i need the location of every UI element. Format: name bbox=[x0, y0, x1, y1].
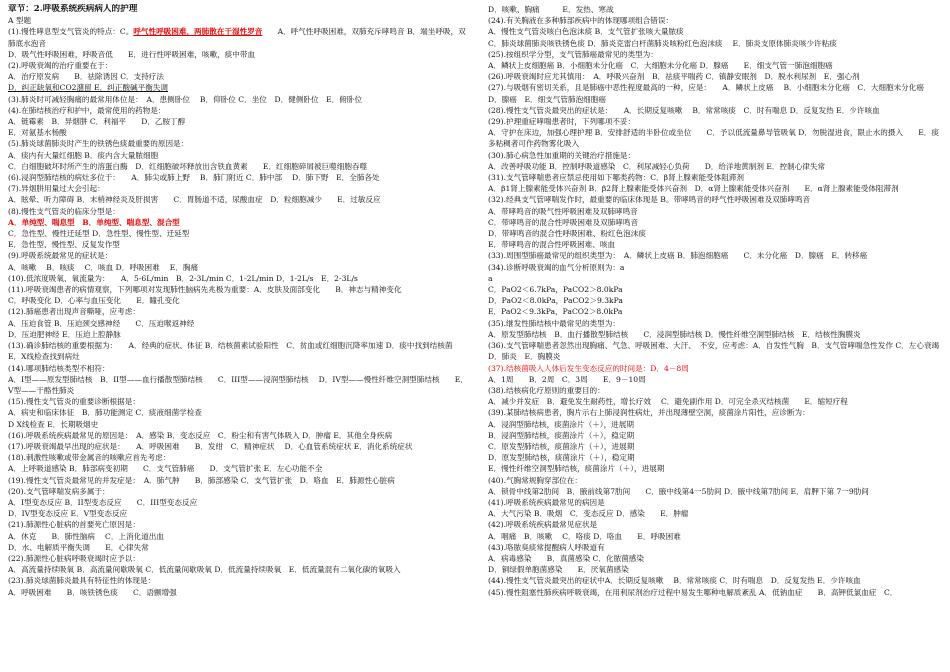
question-line: A．咳嗽 B．咳痰 C．咳血 D．呼吸困难 E．胸痛 bbox=[8, 262, 199, 272]
question-line: A．带哮鸣音的吸气性呼吸困难及双肺哮鸣音 bbox=[488, 206, 638, 216]
chapter-heading: 章节：2.呼吸系统疾病病人的护理 bbox=[8, 4, 138, 14]
question-line: (8).慢性支气管炎的临床分型是： bbox=[8, 206, 120, 216]
question-line: A．1周 B．2周 C．3周 E．9－10周 bbox=[488, 374, 646, 384]
question-line: E．对氨基水杨酸 bbox=[8, 128, 67, 138]
question-line: (15).慢性支气管炎的重要诊断根据是： bbox=[8, 397, 140, 407]
question-line: a bbox=[488, 273, 493, 283]
question-line: B．浸润型肺结核，痰菌涂片（＋），稳定期 bbox=[488, 430, 635, 440]
question-line: (13).确诊肺结核的重要根据为： A．经典的症状、体征 B．结核菌素试验阳性 C．贫血或红细胞沉降率加速 D．痰中找到结核菌 E．X线检查找到病灶 bbox=[8, 341, 468, 362]
question-line: C．白细胞破坏时所产生的溶蛋白酶 D．红细胞破坏释放出含铁血黄素 E．红细胞碎屑被巨噬细胞吞噬 bbox=[8, 161, 368, 171]
question-line: A．病史和临床体征 B．肺功能测定 C．痰液细菌学检查 bbox=[8, 408, 202, 418]
question-line: (7).异烟肼用量过大会引起： bbox=[8, 184, 105, 194]
question-line: (44).慢性支气管炎最突出的症状中A．长期反复咳嗽 B．常常咳痰 C．时有喘息 D．反复发热 E．少许咳血 bbox=[488, 576, 861, 586]
question-line: C．PaO2＜6.7kPa，PaCO2＞8.0kPa bbox=[488, 285, 623, 295]
question-line: (19).慢性支气管炎最常见的并发症是： A．肺气肿 B．肺部感染 C．支气管扩张 D．咯血 E．肺源性心脏病 bbox=[8, 475, 395, 485]
question-line: (45).慢性阻塞性肺疾病呼吸衰竭，在用利尿剂治疗过程中易发生哪种电解质紊乱 A．低钠血症 B．高钾低氯血症 C． bbox=[488, 587, 898, 597]
question-line: (40).气胸常规胸穿部位在： bbox=[488, 475, 582, 485]
question-line: (10).低浓度吸氧、氧流量为： A．5-6L/min B．2-3L/min C．1-2L/min D．1-2L/s E．2-3L/s bbox=[8, 273, 358, 283]
question-line: (32).经典支气管哮喘发作时，最重要的临床体现是 B。带哮鸣音的呼气性呼吸困难及双肺哮鸣音 bbox=[488, 195, 811, 205]
question-line: (3).肺炎时可减轻胸痛的最常用体位是： A．患侧卧位 B．仰卧位 C．坐位 D．健侧卧位 E．俯卧位 bbox=[8, 94, 363, 104]
question-line: A．单纯型、喘息型 B．单纯型、喘息型、混合型 bbox=[8, 217, 180, 227]
question-line: (11).呼吸衰竭患者的病情观察，下列哪项对发现肺性脑病先兆极为重要：A．皮肤及面部变化 B．神志与精神变化 bbox=[8, 285, 402, 295]
question-line: A．治疗原发病 B．祛除诱因 C．支持疗法 bbox=[8, 72, 164, 82]
question-line: (9).呼吸系统最常见的症状是： bbox=[8, 251, 113, 261]
question-line: C．呼吸变化 D．心率与血压变化 E．瞳孔变化 bbox=[8, 296, 180, 306]
question-line: (21).肺源性心脏病的首要死亡原因是： bbox=[8, 520, 140, 530]
question-line: A．浸润型肺结核，痰菌涂片（＋），进展期 bbox=[488, 419, 634, 429]
question-line: A．咽痛 B．咳嗽 C．咯痰 D．咯血 E．呼吸困难 bbox=[488, 531, 681, 541]
question-line: (29).护理重症哮喘患者时，下列哪项不妥： bbox=[488, 117, 636, 127]
question-line: (2).呼吸衰竭的治疗重要在于： bbox=[8, 61, 113, 71]
question-line: (23).肺炎球菌肺炎最具有特征性的体现是： bbox=[8, 576, 156, 586]
question-line: (38).结核病化疗原则的重要目的： bbox=[488, 385, 605, 395]
question-line: (31).支气管哮喘患者应禁忌使用如下哪类药物：C．β肾上腺素能受体阻滞剂 bbox=[488, 173, 745, 183]
question-line: (5).肺炎球菌肺炎时产生的铁锈色痰最重要的原因是： bbox=[8, 139, 189, 149]
question-line: (43).咯脓臭痰常提醒病人呼吸道有 bbox=[488, 542, 605, 552]
question-line: D．原发型肺结核，痰菌涂片（＋），稳定期 bbox=[488, 453, 635, 463]
question-line: (37).结核菌吸入人体后发生变态反应的时间是：D．4－8周 bbox=[488, 363, 689, 373]
question-line: A．I型变态反应 B．II型变态反应 C．III型变态反应 bbox=[8, 497, 198, 507]
question-line: A．上呼吸道感染 B．肺部病变初期 C．支气管肺癌 D．支气管扩张 E．左心功能不全 bbox=[8, 464, 323, 474]
question-line: E．PaO2＜9.3kPa，PaCO2＞8.0kPa bbox=[488, 307, 623, 317]
question-line: D．IV型变态反应 E．V型变态反应 bbox=[8, 509, 128, 519]
question-line: (26).呼吸衰竭时应尤其慎用： A．呼吸兴奋剂 B．祛痰平喘药 C．镇静安眠剂 D．脱水利尿剂 E．强心剂 bbox=[488, 72, 860, 82]
question-line: C．肺炎球菌肺炎咳铁锈色痰 D．肺炎克雷白杆菌肺炎咳粉红色泡沫痰 E．肺炎支原体肺炎咳少许粘痰 bbox=[488, 38, 837, 48]
question-line: A．慢性支气管炎咳白色泡沫痰 B．支气管扩张咳大量脓痰 bbox=[488, 27, 684, 37]
question-line: (4).在肺结核治疗和护中，最常使用的药物是： bbox=[8, 105, 166, 115]
question-line: D．吸气性呼吸困难，呼吸音低 E．进行性呼吸困难，咳嗽，痰中带血 bbox=[8, 49, 256, 59]
question-line: A．压迫食管 B．压迫颈交感神经 C．压迫喉返神经 bbox=[8, 318, 195, 328]
question-line: A．锁骨中线第2肋间 B．腋前线第7肋间 C．腋中线第4一5肋间 D．腋中线第7肋间 E．肩胛下第 7一9肋间 bbox=[488, 486, 869, 496]
question-line: C．急性型、慢性迁延型 D．急性型、慢性型、迁延型 bbox=[8, 229, 190, 239]
question-line: (42).呼吸系统疾病最常见症状是 bbox=[488, 520, 598, 530]
question-line: (30).肺心病急性加重期的关键治疗措施是： bbox=[488, 150, 636, 160]
question-line: A．休克 B．肺性脑病 C．上消化道出血 bbox=[8, 531, 164, 541]
question-line: A．I型——原发型肺结核 B．II型——血行播散型肺结核 C．III型——浸润型肺结核 D．IV型——慢性纤维空洞型肺结核 E．V型——干酪性肺炎 bbox=[8, 374, 468, 395]
question-line: A．原发型肺结核 B．血行播散型肺结核 C．浸润型肺结核 D．慢性纤维空洞型肺结核 E．结核性胸膜炎 bbox=[488, 329, 861, 339]
question-line: (28).慢性支气管炎最突出的症状是： A．长期反复咳嗽 B．常常咳痰 C．时有喘息 D．反复发热 E．少许咳血 bbox=[488, 105, 880, 115]
question-line: A．守护在床边，加强心理护理 B．安排舒适的半卧位或坐位 C．予以低流量鼻导管吸氧 D．勿脱湿进食，限止水的摄入 E．痰多粘稠者可作药物雾化吸入 bbox=[488, 128, 939, 149]
question-line: (22).肺源性心脏病呼吸衰竭时应予以： bbox=[8, 553, 140, 563]
question-line: (20).支气管哮喘发病多属于： bbox=[8, 486, 110, 496]
question-line: (12).肺癌患者出现声音嘶哑，应考虑： bbox=[8, 307, 140, 317]
question-line: A．眩晕、听力障碍 B．末梢神经炎及肝损害 C．胃肠道不适，尿酸血症 D．粒细胞减少 E．过敏反应 bbox=[8, 195, 381, 205]
question-line: (34).诊断呼吸衰竭的血气分析原则为：a bbox=[488, 262, 625, 272]
question-line: D．压迫肥神经 E．压迫上腔静脉 bbox=[8, 329, 121, 339]
question-line: A．痰内有大量红细胞 B．痰内含大量脓细胞 bbox=[8, 150, 159, 160]
question-line: E．慢性纤维空洞型肺结核，痰菌涂片（＋），进展期 bbox=[488, 464, 665, 474]
question-line: D．水、电解质平衡失调 E．心律失常 bbox=[8, 542, 149, 552]
question-line: (25).按组织学分型，支气管肺癌最常见的类型为： bbox=[488, 49, 658, 59]
right-column bbox=[488, 4, 944, 598]
question-line: C．原发型肺结核，痰菌涂片（＋），进展期 bbox=[488, 441, 635, 451]
question-line: A．大气污染 B．吸烟 C．变态反应 D．感染 E．肿瘤 bbox=[488, 509, 689, 519]
question-line: A．鳞状上皮细胞癌 B．小细胞未分化癌 C．大细胞未分化癌 D．腺癌 E．细支气管一肺泡细胞癌 bbox=[488, 61, 833, 71]
question-line: A．链霉素 B．异烟肼 C．利福平 D．乙胺丁醇 bbox=[8, 117, 186, 127]
question-line: A．改善呼吸功能 B．控制呼吸道感染 C．利尿减轻心负荷 D．给洋地黄制剂 E．控制心律失常 bbox=[488, 161, 826, 171]
question-line: (24).有关胸液在多种肺部疾病中的体现哪项组合错误： bbox=[488, 16, 674, 26]
question-line: D．铜绿假单胞菌感染 E．厌氧菌感染 bbox=[488, 565, 629, 575]
question-line: A．病毒感染 B．真菌感染 C．化脓菌感染 bbox=[488, 553, 644, 563]
question-line: (1).慢性哮息型支气管炎的特点：C。呼气性呼吸困难，两肺散在干湿性罗音 A．呼气性呼吸困难，双肺充斥哮鸣音 B．端坐呼吸，双肺底水泡音 bbox=[8, 27, 466, 48]
question-line: D X线检查 E．长期吸烟史 bbox=[8, 419, 99, 429]
section-heading: A 型题 bbox=[8, 16, 32, 26]
question-line: C．带哮鸣音的混合性呼吸困难及双肺哮鸣音 bbox=[488, 217, 639, 227]
question-line: (14).哪项肺结核类型不相符： bbox=[8, 363, 110, 373]
question-line: A．高流量持续吸氧 B．高流量间歇吸氧 C．低流量间歇吸氧 D．低流量持续吸氧 E．低流量混有二氧化碳的氧吸入 bbox=[8, 565, 401, 575]
question-line: (35).继发性肺结核中最常见的类型为： bbox=[488, 318, 620, 328]
question-line: E．急性型、慢性型、反复发作型 bbox=[8, 240, 120, 250]
question-line: A．呼吸困难 B．咳铁锈色痰 C．语颤增强 bbox=[8, 587, 177, 597]
question-line: (17).呼吸衰竭最早出现的症状是： A．呼吸困难 B．发绀 C．精神症状 D．心血管系统症状 E．消化系统症状 bbox=[8, 441, 413, 451]
left-column bbox=[8, 4, 472, 598]
question-line: D．带哮鸣音的混合性呼吸困难、粉红色泡沫痰 bbox=[488, 229, 646, 239]
question-line: D．PaO2＜8.0kPa，PaCO2＞9.3kPa bbox=[488, 296, 623, 306]
question-line: A．β1肾上腺素能受体兴奋剂 B．β2肾上腺素能受体兴奋剂 D．α肾上腺素能受体兴奋剂 E．α肾上腺素能受体阻滞剂 bbox=[488, 184, 899, 194]
question-line: (33).周围型肺癌最常见的组织类型为： A．鳞状上皮癌 B．肺泡细胞癌 C．未分化癌 D．腺癌 E．转移癌 bbox=[488, 251, 868, 261]
question-line: A．减少并发症 B．避免发生耐药性，增长疗效 C．避免副作用 D．可完全杀灭结核菌 E．缩短疗程 bbox=[488, 397, 848, 407]
question-line: (36).支气管哮喘患者忽然出现胸痛、气急、呼吸困难、大汗、 不安，应考虑：A．自发性气胸 B．支气管哮喘急性发作 C．左心衰竭 D．肺炎 E．胸膜炎 bbox=[488, 341, 940, 362]
question-line: (18).刺激性咳嗽或带金属音的咳嗽应首先考虑： bbox=[8, 453, 171, 463]
question-line: (41).呼吸系统疾病最常见的病因是 bbox=[488, 497, 605, 507]
question-line: E．带哮鸣音的混合性呼吸困难、咳血 bbox=[488, 240, 616, 250]
question-line: (16).呼吸系统疾病最常见的原因是： A．感染 B．变态反应 C．粉尘和有害气体吸入 D．肿瘤 E．其他全身疾病 bbox=[8, 430, 393, 440]
question-line: D．咳嗽、胸痛 E．发热、寒战 bbox=[488, 5, 614, 14]
question-line: (6).浸润型肺结核的病灶多位于： A．肺尖或肺上野 B．肺门附近 C．肺中部 D．肺下野 E．全肺各处 bbox=[8, 173, 380, 183]
question-line: D．纠正缺氧和CO2潴留 E．纠正酸碱平衡失调 bbox=[8, 83, 169, 93]
question-line: (27).与吸烟有密切关系，且是肺癌中恶性程度最高的一种，应是： A．鳞状上皮癌 B．小细胞未分化癌 C．大细胞未分化癌 D．腺癌 E．细支气管肺泡细胞癌 bbox=[488, 83, 932, 104]
question-line: (39).某肺结核病患者，胸片示右上肺浸润性病灶，并出现薄壁空洞，痰菌涂片阳性，应诊断为： bbox=[488, 408, 810, 418]
